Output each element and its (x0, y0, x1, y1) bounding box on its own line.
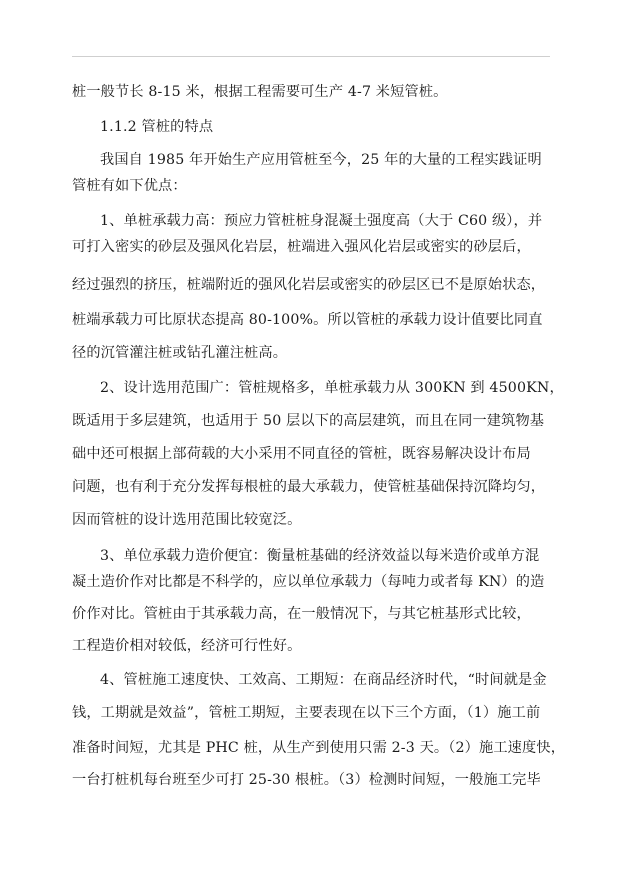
text-line: 问题，也有利于充分发挥每根桩的最大承载力，使管桩基础保持沉降均匀， (72, 479, 546, 495)
text-line: 可打入密实的砂层及强风化岩层，桩端进入强风化岩层或密实的砂层后， (72, 239, 531, 255)
text-line: 2、设计选用范围广：管桩规格多，单桩承载力从 300KN 到 4500KN， (100, 380, 564, 396)
text-line: 因而管桩的设计选用范围比较宽泛。 (72, 512, 302, 528)
text-line: 一台打桩机每台班至少可打 25-30 根桩。（3）检测时间短，一般施工完毕 (72, 772, 541, 788)
text-line: 工程造价相对较低，经济可行性好。 (72, 638, 302, 654)
text-line: 我国自 1985 年开始生产应用管桩至今，25 年的大量的工程实践证明 (100, 152, 542, 168)
text-line: 桩端承载力可比原状态提高 80-100%。所以管桩的承载力设计值要比同直 (72, 312, 543, 328)
text-line: 凝土造价作对比都是不科学的，应以单位承载力（每吨力或者每 KN）的造 (72, 574, 545, 590)
text-line: 4、管桩施工速度快、工效高、工期短：在商品经济时代，“时间就是金 (100, 672, 547, 688)
text-line: 既适用于多层建筑，也适用于 50 层以下的高层建筑，而且在同一建筑物基 (72, 413, 545, 429)
text-line: 经过强烈的挤压，桩端附近的强风化岩层或密实的砂层区已不是原始状态， (72, 277, 546, 293)
text-line: 础中还可根据上部荷载的大小采用不同直径的管桩，既容易解决设计布局 (72, 446, 531, 462)
text-line: 管桩有如下优点： (72, 178, 187, 194)
text-line: 钱，工期就是效益”，管桩工期短，主要表现在以下三个方面，（1）施工前 (72, 705, 541, 721)
text-line: 桩一般节长 8-15 米，根据工程需要可生产 4-7 米短管桩。 (72, 84, 448, 100)
text-line: 1、单桩承载力高：预应力管桩桩身混凝土强度高（大于 C60 级），并 (100, 213, 543, 229)
text-line: 3、单位承载力造价便宜：衡量桩基础的经济效益以每米造价或单方混 (100, 548, 540, 564)
text-line: 准备时间短，尤其是 PHC 桩，从生产到使用只需 2-3 天。（2）施工速度快， (72, 740, 566, 756)
header-rule (72, 56, 550, 57)
text-line: 径的沉管灌注桩或钻孔灌注桩高。 (72, 345, 288, 361)
text-line: 价作对比。管桩由于其承载力高，在一般情况下，与其它桩基形式比较， (72, 606, 531, 622)
section-heading: 1.1.2 管桩的特点 (100, 119, 214, 135)
